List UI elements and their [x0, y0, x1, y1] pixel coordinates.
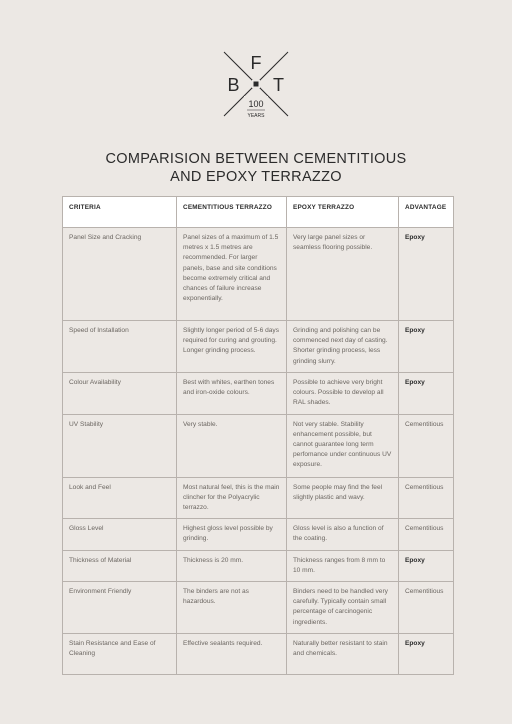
cell-advantage: Cementitious [399, 414, 454, 477]
header-cementitious: CEMENTITIOUS TERRAZZO [177, 197, 287, 228]
cell-cementitious: Panel sizes of a maximum of 1.5 metres x 1.5 metres are recommended. For larger panels, base and site conditions become extremely critical and chances of failure increase exponentially. [177, 228, 287, 321]
cell-criteria: Thickness of Material [63, 550, 177, 581]
logo-letter-t: T [273, 75, 284, 95]
cell-cementitious: Highest gloss level possible by grinding. [177, 519, 287, 550]
cell-cementitious: Most natural feel, this is the main clincher for the Polyacrylic terrazzo. [177, 477, 287, 519]
cell-cementitious: Slightly longer period of 5-6 days required for curing and grouting. Longer grinding process. [177, 321, 287, 373]
table-row [63, 321, 454, 373]
cell-cementitious: The binders are not as hazardous. [177, 582, 287, 634]
cell-epoxy: Grinding and polishing can be commenced next day of casting. Shorter grinding process, less grinding slurry. [287, 321, 399, 373]
cell-epoxy: Very large panel sizes or seamless flooring possible. [287, 228, 399, 321]
page-title-line-2: AND EPOXY TERRAZZO [170, 169, 342, 185]
header-advantage: ADVANTAGE [399, 197, 454, 228]
table-row [63, 634, 454, 675]
bft-logo [222, 50, 290, 120]
cell-advantage: Cementitious [399, 519, 454, 550]
logo-letter-f: F [250, 53, 262, 73]
table-header-row [63, 197, 454, 228]
comparison-table [62, 196, 454, 675]
cell-criteria: Look and Feel [63, 477, 177, 519]
cell-cementitious: Very stable. [177, 414, 287, 477]
page-title [0, 150, 512, 186]
logo-years-word: YEARS [247, 113, 265, 119]
table-row [63, 228, 454, 321]
cell-cementitious: Best with whites, earthen tones and iron-oxide colours. [177, 373, 287, 415]
table-row [63, 550, 454, 581]
cell-criteria: UV Stability [63, 414, 177, 477]
logo-years-number: 100 [248, 99, 264, 109]
cell-advantage: Epoxy [399, 550, 454, 581]
cell-cementitious: Thickness is 20 mm. [177, 550, 287, 581]
table-row [63, 477, 454, 519]
page-title-line-1: COMPARISION BETWEEN CEMENTITIOUS [105, 151, 407, 167]
table-row [63, 582, 454, 634]
cell-advantage: Cementitious [399, 582, 454, 634]
cell-criteria: Speed of Installation [63, 321, 177, 373]
cell-epoxy: Not very stable. Stability enhancement possible, but cannot guarantee long term perfomance under continuous UV exposure. [287, 414, 399, 477]
cell-epoxy: Thickness ranges from 8 mm to 10 mm. [287, 550, 399, 581]
cell-cementitious: Effective sealants required. [177, 634, 287, 675]
logo-letter-b: B [227, 75, 240, 95]
cell-criteria: Environment Friendly [63, 582, 177, 634]
table-row [63, 519, 454, 550]
table-row [63, 373, 454, 415]
cell-criteria: Stain Resistance and Ease of Cleaning [63, 634, 177, 675]
cell-advantage: Cementitious [399, 477, 454, 519]
header-criteria: CRITERIA [63, 197, 177, 228]
cell-epoxy: Naturally better resistant to stain and chemicals. [287, 634, 399, 675]
table-row [63, 414, 454, 477]
cell-criteria: Colour Availability [63, 373, 177, 415]
cell-epoxy: Binders need to be handled very carefully. Typically contain small percentage of carcinogenic ingredients. [287, 582, 399, 634]
cell-epoxy: Gloss level is also a function of the coating. [287, 519, 399, 550]
cell-advantage: Epoxy [399, 634, 454, 675]
cell-advantage: Epoxy [399, 373, 454, 415]
cell-criteria: Gloss Level [63, 519, 177, 550]
cell-epoxy: Possible to achieve very bright colours. Possible to develop all RAL shades. [287, 373, 399, 415]
header-epoxy: EPOXY TERRAZZO [287, 197, 399, 228]
cell-epoxy: Some people may find the feel slightly plastic and wavy. [287, 477, 399, 519]
cell-criteria: Panel Size and Cracking [63, 228, 177, 321]
cell-advantage: Epoxy [399, 321, 454, 373]
cell-advantage: Epoxy [399, 228, 454, 321]
